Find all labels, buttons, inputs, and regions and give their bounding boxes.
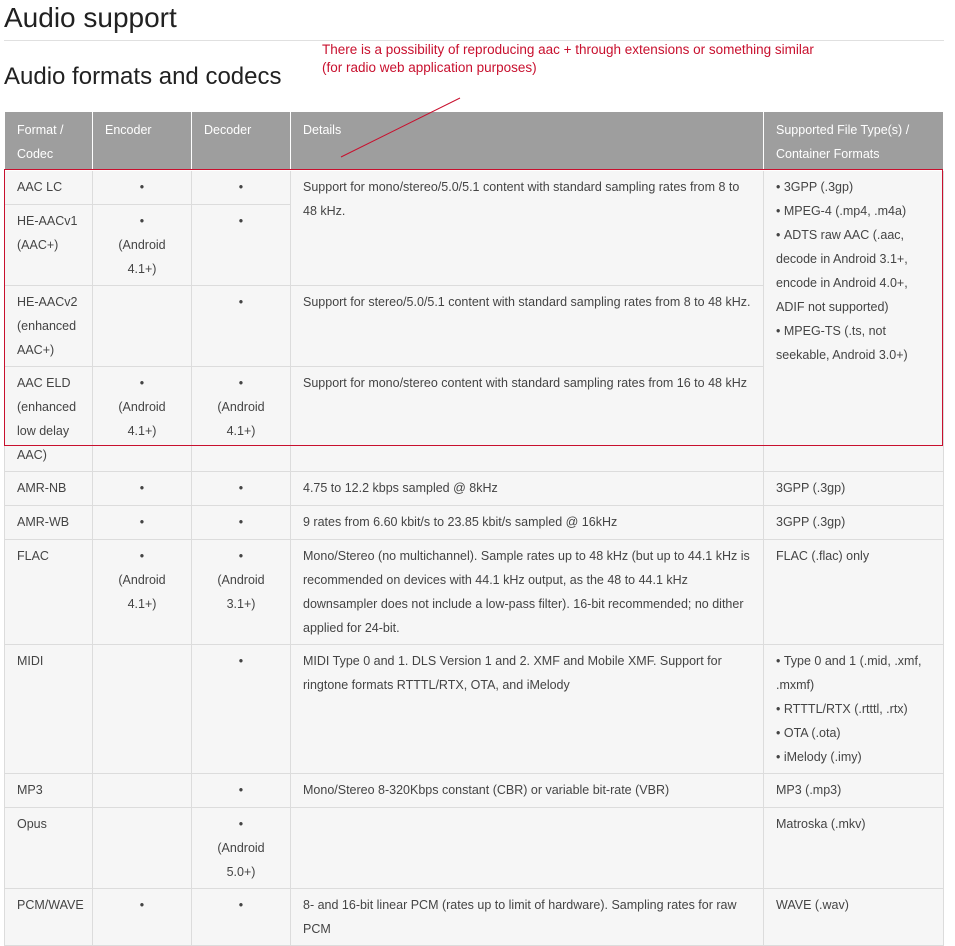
decoder-cell: • — [192, 889, 291, 946]
encoder-cell: • — [93, 472, 192, 506]
annotation-line-1: There is a possibility of reproducing aac + through extensions or something similar — [322, 42, 814, 57]
decoder-cell: • — [192, 205, 291, 286]
format-cell: AMR-WB — [5, 506, 93, 540]
decoder-cell: • — [192, 286, 291, 367]
annotation-line-2: (for radio web application purposes) — [322, 60, 537, 75]
encoder-cell: • — [93, 171, 192, 205]
table-row — [5, 645, 944, 774]
format-cell: HE-AACv1 (AAC+) — [5, 205, 93, 286]
list-item: • MPEG-TS (.ts, not seekable, Android 3.0+) — [776, 319, 931, 367]
file-types-cell: 3GPP (.3gp) — [764, 506, 944, 540]
details-cell: 8- and 16-bit linear PCM (rates up to limit of hardware). Sampling rates for raw PCM — [291, 889, 764, 946]
format-cell: FLAC — [5, 540, 93, 645]
header-decoder: Decoder — [192, 112, 291, 171]
format-cell: MIDI — [5, 645, 93, 774]
header-file-types: Supported File Type(s) / Container Formats — [764, 112, 944, 171]
header-encoder: Encoder — [93, 112, 192, 171]
table-row — [5, 171, 944, 205]
decoder-cell: • — [192, 171, 291, 205]
format-cell: MP3 — [5, 774, 93, 808]
format-cell: HE-AACv2 (enhanced AAC+) — [5, 286, 93, 367]
decoder-cell: • — [192, 472, 291, 506]
format-cell: AAC LC — [5, 171, 93, 205]
details-cell: Support for stereo/5.0/5.1 content with standard sampling rates from 8 to 48 kHz. — [291, 286, 764, 367]
decoder-cell: • — [192, 774, 291, 808]
encoder-cell: • — [93, 506, 192, 540]
format-cell: AAC ELD (enhanced low delay AAC) — [5, 367, 93, 472]
decoder-cell: • (Android 5.0+) — [192, 808, 291, 889]
details-cell: 9 rates from 6.60 kbit/s to 23.85 kbit/s sampled @ 16kHz — [291, 506, 764, 540]
list-item: • 3GPP (.3gp) — [776, 175, 931, 199]
file-types-cell — [764, 645, 944, 774]
file-types-cell: 3GPP (.3gp) — [764, 472, 944, 506]
details-cell: MIDI Type 0 and 1. DLS Version 1 and 2. XMF and Mobile XMF. Support for ringtone formats RTTTL/RTX, OTA, and iMelody — [291, 645, 764, 774]
page-title: Audio support — [4, 2, 177, 33]
list-item: • Type 0 and 1 (.mid, .xmf, .mxmf) — [776, 649, 931, 697]
list-item: • RTTTL/RTX (.rtttl, .rtx) — [776, 697, 931, 721]
table-row — [5, 506, 944, 540]
file-types-cell: FLAC (.flac) only — [764, 540, 944, 645]
decoder-cell: • — [192, 506, 291, 540]
encoder-cell: • (Android 4.1+) — [93, 367, 192, 472]
format-cell: PCM/WAVE — [5, 889, 93, 946]
decoder-cell: • — [192, 645, 291, 774]
details-cell: Support for mono/stereo/5.0/5.1 content with standard sampling rates from 8 to 48 kHz. — [291, 171, 764, 286]
details-cell: Mono/Stereo (no multichannel). Sample rates up to 48 kHz (but up to 44.1 kHz is recommended on devices with 44.1 kHz output, as the 48 to 44.1 kHz downsampler does not include a low-pass filter). 16-bit recommended; no dither applied for 24-bit. — [291, 540, 764, 645]
list-item: • OTA (.ota) — [776, 721, 931, 745]
encoder-cell: • (Android 4.1+) — [93, 540, 192, 645]
decoder-cell: • (Android 3.1+) — [192, 540, 291, 645]
encoder-cell — [93, 645, 192, 774]
table-row — [5, 889, 944, 946]
table-row — [5, 540, 944, 645]
details-cell — [291, 808, 764, 889]
red-annotation-note — [322, 41, 882, 77]
table-row — [5, 472, 944, 506]
decoder-cell: • (Android 4.1+) — [192, 367, 291, 472]
file-types-cell: MP3 (.mp3) — [764, 774, 944, 808]
encoder-cell: • (Android 4.1+) — [93, 205, 192, 286]
file-types-cell: Matroska (.mkv) — [764, 808, 944, 889]
midi-file-types-list — [776, 649, 931, 769]
list-item: • ADTS raw AAC (.aac, decode in Android 3.1+, encode in Android 4.0+, ADIF not supported) — [776, 223, 931, 319]
table-row — [5, 774, 944, 808]
aac-file-types-list — [776, 175, 931, 367]
format-cell: Opus — [5, 808, 93, 889]
section-heading: Audio formats and codecs — [4, 63, 282, 90]
file-types-cell: WAVE (.wav) — [764, 889, 944, 946]
encoder-cell: • — [93, 889, 192, 946]
details-cell: Support for mono/stereo content with standard sampling rates from 16 to 48 kHz — [291, 367, 764, 472]
file-types-cell — [764, 171, 944, 472]
table-row — [5, 808, 944, 889]
table-header-row — [5, 112, 944, 171]
details-cell: 4.75 to 12.2 kbps sampled @ 8kHz — [291, 472, 764, 506]
format-cell: AMR-NB — [5, 472, 93, 506]
encoder-cell — [93, 286, 192, 367]
list-item: • MPEG-4 (.mp4, .m4a) — [776, 199, 931, 223]
details-cell: Mono/Stereo 8-320Kbps constant (CBR) or variable bit-rate (VBR) — [291, 774, 764, 808]
list-item: • iMelody (.imy) — [776, 745, 931, 769]
encoder-cell — [93, 808, 192, 889]
encoder-cell — [93, 774, 192, 808]
header-format: Format / Codec — [5, 112, 93, 171]
header-details: Details — [291, 112, 764, 171]
audio-codecs-table — [4, 111, 944, 946]
